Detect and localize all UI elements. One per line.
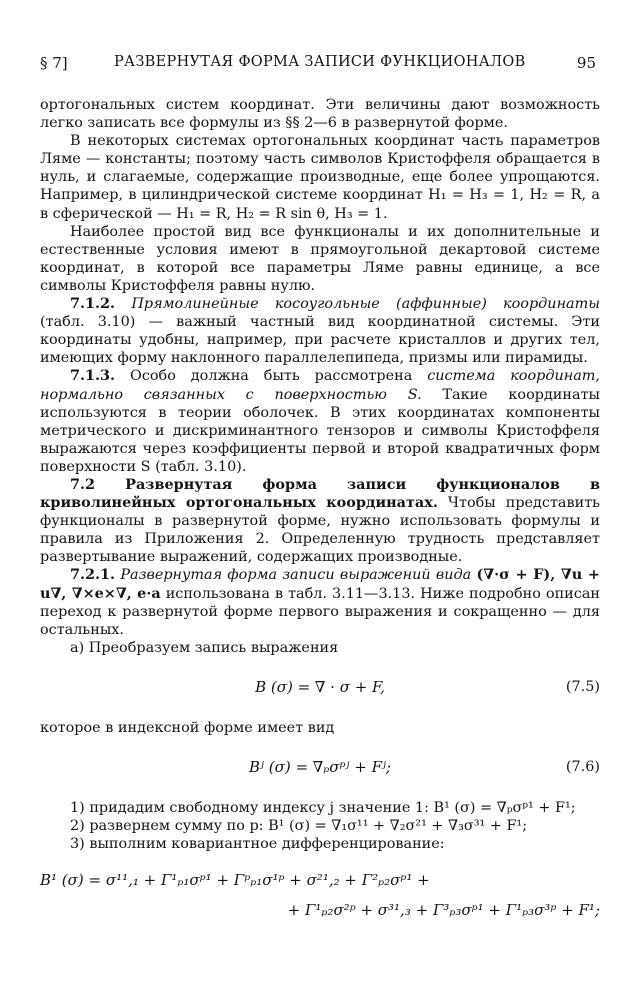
running-title: РАЗВЕРНУТАЯ ФОРМА ЗАПИСИ ФУНКЦИОНАЛОВ [114, 54, 526, 70]
subsection-7-1-2 [40, 295, 600, 367]
equation-formula: Bʲ (σ) = ∇ₚσᵖʲ + Fʲ; [248, 758, 391, 776]
step-1: 1) придадим свободному индексу j значение 1: B¹ (σ) = ∇ₚσᵖ¹ + F¹; [70, 800, 576, 816]
equation-7-6 [40, 753, 600, 783]
subsection-lead: Особо должна быть рассмотрена [130, 368, 413, 385]
section-text: Чтобы представить функционалы в развернутой форме, нужно использовать формулы и правила из Приложения 2. Определенную трудность представляет развертывание выражений, содержащих производные. [40, 495, 600, 566]
page-body [40, 96, 600, 925]
paragraph-cartesian: Наиболее простой вид все функционалы и их дополнительные и естественные условия имеют в прямоугольной декартовой системе координат, в которой все параметры Ляме равны единице, а все символы Кристоффеля равны нулю. [40, 223, 600, 294]
equation-number: (7.5) [565, 678, 600, 695]
subsection-title: Прямолинейные косоугольные (аффинные) координаты [131, 296, 601, 313]
equation-line-1: B¹ (σ) = σ¹¹,₁ + Γ¹ₚ₁σᵖ¹ + Γᵖₚ₁σ¹ᵖ + σ²¹,₂ + Γ²ₚ₂σᵖ¹ + [40, 871, 430, 890]
paragraph-index-form: которое в индексной форме имеет вид [40, 719, 335, 736]
subsection-7-2-1 [40, 566, 600, 638]
step-2: 2) развернем сумму по p: B¹ (σ) = ∇₁σ¹¹ + ∇₂σ²¹ + ∇₃σ³¹ + F¹; [70, 818, 528, 835]
step-3: 3) выполним ковариантное дифференцирование: [70, 836, 445, 853]
subsection-7-1-3 [40, 367, 600, 476]
subsection-number: 7.1.2. [70, 295, 116, 313]
section-title: 7.2 Развернутая форма записи функционалов в криволинейных ортогональных координатах. [40, 475, 600, 512]
step-a: а) Преобразуем запись выражения [70, 639, 339, 656]
page-number: 95 [576, 54, 596, 72]
running-header [40, 54, 596, 78]
section-marker: § 7] [40, 54, 68, 72]
subsection-number: 7.2.1. [70, 566, 116, 584]
subsection-number: 7.1.3. [70, 367, 116, 385]
subsection-expressions: (∇·σ + F), ∇u + u∇, ∇×e×∇, e·a [40, 566, 600, 602]
subsection-title: система координат, нормально связанных с поверхностью S. [40, 368, 601, 403]
subsection-text: Такие координаты используются в теории оболочек. В этих координатах компоненты метрического и дискриминантного тензоров и символы Кристоффеля выражаются через коэффициенты первой и второй квадратичных форм поверхности S (табл. 3.10). [40, 386, 600, 475]
paragraph-continuation: ортогональных систем координат. Эти величины дают возможность легко записать все формулы из §§ 2—6 в развернутой форме. [40, 97, 600, 132]
paragraph-lame-parameters: В некоторых системах ортогональных координат часть параметров Ляме — константы; поэтому часть символов Кристоффеля обращается в нуль, и слагаемые, содержащие производные, еще более упрощаются. Например, в цилиндрической системе координат H₁ = H₃ = 1, H₂ = R, а в сферической — H₁ = R, H₂ = R sin θ, H₃ = 1. [40, 133, 600, 222]
equation-number: (7.6) [565, 759, 600, 775]
equation-line-2: + Γ¹ₚ₂σ²ᵖ + σ³¹,₃ + Γ³ₚ₃σᵖ¹ + Γ¹ₚ₃σ³ᵖ + F¹; [287, 901, 600, 920]
subsection-text: (табл. 3.10) — важный частный вид координатной системы. Эти координаты удобны, например, при расчете кристаллов и других тел, имеющих форму наклонного параллелепипеда, призмы или пирамиды. [40, 314, 600, 367]
subsection-text: использована в табл. 3.11—3.13. Ниже подробно описан переход к развернутой форме первого выражения и сокращенно — для остальных. [40, 585, 600, 638]
equation-7-5 [40, 673, 600, 703]
section-7-2 [40, 476, 600, 566]
equation-formula: B (σ) = ∇ · σ + F, [255, 677, 385, 696]
subsection-title: Развернутая форма записи выражений вида [120, 567, 472, 584]
expanded-equation [40, 865, 600, 925]
